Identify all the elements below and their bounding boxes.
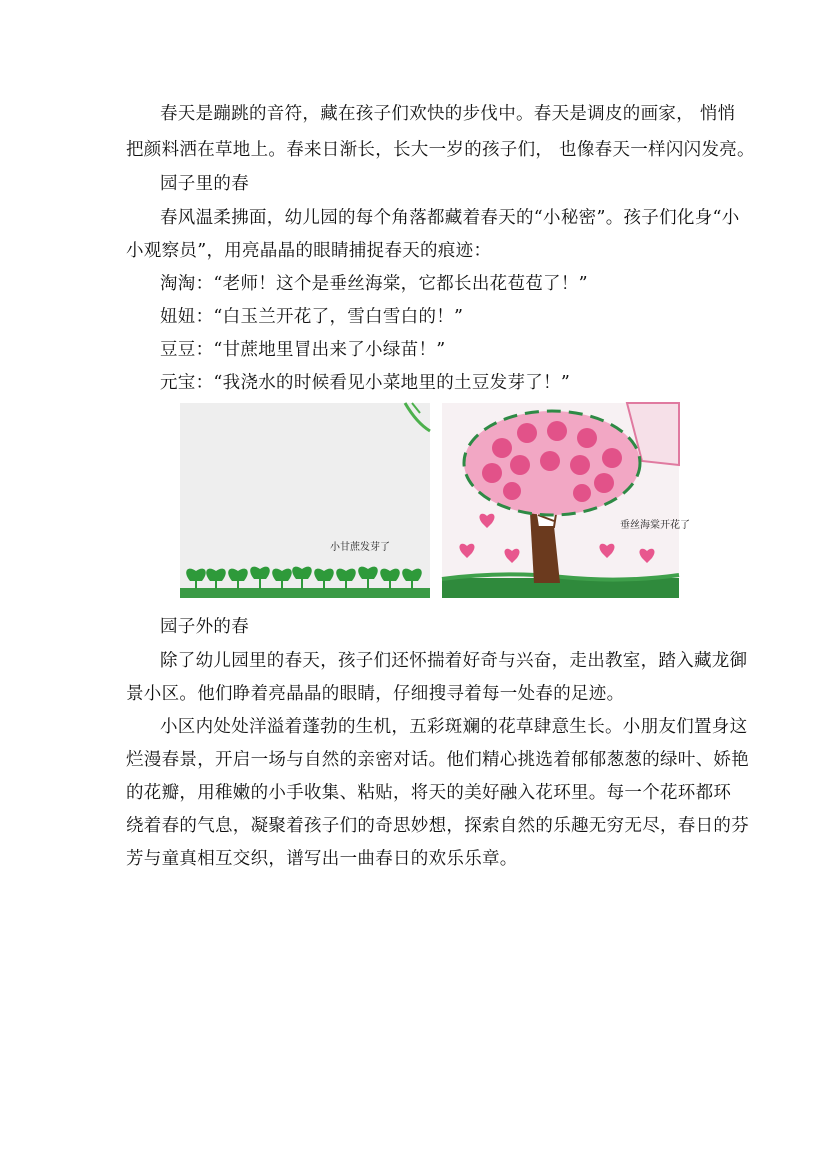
section-heading-inside: 园子里的春 [160, 174, 249, 194]
quote-niuniu: 妞妞：“白玉兰开花了，雪白雪白的！” [160, 307, 464, 327]
quote-taotao: 淘淘：“老师！这个是垂丝海棠，它都长出花苞苞了！” [160, 274, 588, 294]
section-heading-outside: 园子外的春 [160, 617, 249, 637]
left-photo-caption: 小甘蔗发芽了 [330, 542, 390, 553]
paragraph-4-line-5: 芳与童真相互交织，谱写出一曲春日的欢乐乐章。 [126, 849, 518, 869]
photo-sugarcane-sprouts [180, 403, 430, 598]
paragraph-3-line-2: 景小区。他们睁着亮晶晶的眼睛，仔细搜寻着每一处春的足迹。 [126, 684, 625, 704]
paragraph-1-line-1: 春天是蹦跳的音符，藏在孩子们欢快的步伐中。春天是调皮的画家， 悄悄 [160, 104, 736, 124]
paragraph-4-line-2: 烂漫春景，开启一场与自然的亲密对话。他们精心挑选着郁郁葱葱的绿叶、娇艳 [126, 750, 749, 770]
paragraph-2-line-1: 春风温柔拂面，幼儿园的每个角落都藏着春天的“小秘密”。孩子们化身“小 [160, 208, 740, 228]
quote-doudou: 豆豆：“甘蔗地里冒出来了小绿苗！” [160, 340, 446, 360]
quote-yuanbao: 元宝：“我浇水的时候看见小菜地里的土豆发芽了！” [160, 373, 571, 393]
paragraph-4-line-3: 的花瓣，用稚嫩的小手收集、粘贴，将天的美好融入花环里。每一个花环都环 [126, 783, 732, 803]
paragraph-4-line-1: 小区内处处洋溢着蓬勃的生机，五彩斑斓的花草肆意生长。小朋友们置身这 [160, 717, 748, 737]
right-photo-caption: 垂丝海棠开花了 [620, 520, 690, 531]
paragraph-2-line-2: 小观察员”，用亮晶晶的眼睛捕捉春天的痕迹： [126, 241, 492, 261]
photo-crabapple-tree [442, 403, 690, 598]
paragraph-3-line-1: 除了幼儿园里的春天，孩子们还怀揣着好奇与兴奋，走出教室，踏入藏龙御 [160, 651, 748, 671]
paragraph-1-line-2: 把颜料洒在草地上。春来日渐长，长大一岁的孩子们， 也像春天一样闪闪发亮。 [126, 140, 755, 160]
paragraph-4-line-4: 绕着春的气息，凝聚着孩子们的奇思妙想，探索自然的乐趣无穷无尽，春日的芬 [126, 816, 749, 836]
